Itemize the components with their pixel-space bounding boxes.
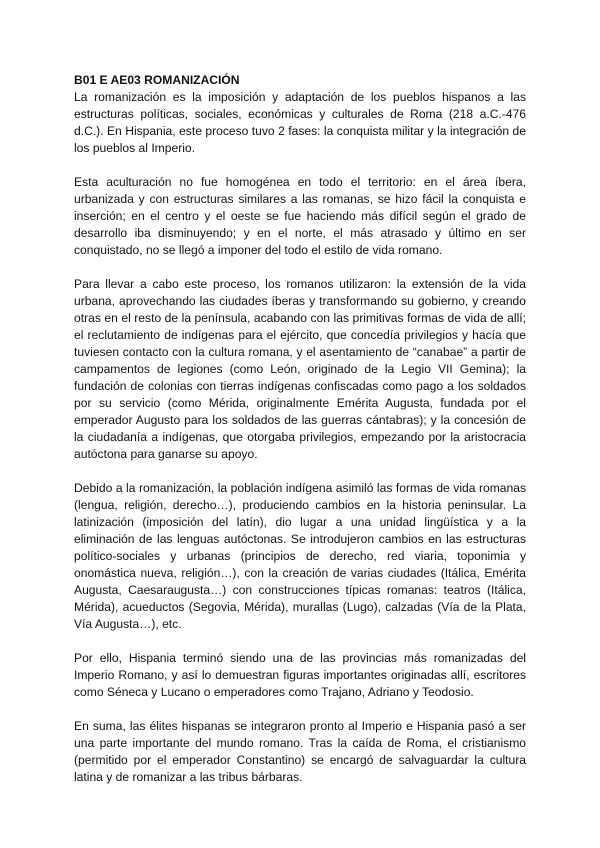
- document-heading: B01 E AE03 ROMANIZACIÓN: [74, 73, 240, 87]
- paragraph-methods: Para llevar a cabo este proceso, los romanos utilizaron: la extensión de la vida urbana, aprovechando las ciudades íberas y transformando su gobierno, y creando otras en el resto de la península, acabando con las primitivas formas de vida de allí; el reclutamiento de indígenas para el ejército, que concedía privilegios y hacía que tuviesen contacto con la cultura romana, y el asentamiento de “canabae” a partir de campamentos de legiones (como León, originado de la Legio VII Gemina); la fundación de colonias con tierras indígenas confiscadas como pago a los soldados por su servicio (como Mérida, originalmente Emérita Augusta, fundada por el emperador Augusto para los soldados de las guerras cántabras); y la concesión de la ciudadanía a indígenas, que otorgaba privilegios, empezando por la aristocracia autóctona para ganarse su apoyo.: [74, 277, 526, 461]
- paragraph-acculturation: Esta aculturación no fue homogénea en todo el territorio: en el área íbera, urbanizada y con estructuras similares a las romanas, se hizo fácil la conquista e inserción; en el centro y el oeste se fue haciendo más difícil según el grado de desarrollo iba disminuyendo; y en el norte, el más atrasado y último en ser conquistado, no se llegó a imponer del todo el estilo de vida romano.: [74, 175, 526, 257]
- paragraph-consequences: Debido a la romanización, la población indígena asimiló las formas de vida romanas (lengua, religión, derecho…), produciendo cambios en la historia peninsular. La latinización (imposición del latín), dio lugar a una unidad lingüística y a la eliminación de las lenguas autóctonas. Se introdujeron cambios en las estructuras político-sociales y urbanas (principios de derecho, red viaria, toponimia y onomástica nueva, religión…), con la creación de varias ciudades (Itálica, Emérita Augusta, Caesaraugusta…) con construcciones típicas romanas: teatros (Itálica, Mérida), acueductos (Segovia, Mérida), murallas (Lugo), calzadas (Vía de la Plata, Vía Augusta…), etc.: [74, 481, 526, 631]
- paragraph-definition: La romanización es la imposición y adaptación de los pueblos hispanos a las estructuras políticas, sociales, económicas y culturales de Roma (218 a.C.-476 d.C.). En Hispania, este proceso tuvo 2 fases: la conquista militar y la integración de los pueblos al Imperio.: [74, 90, 526, 155]
- document-page: [74, 72, 526, 803]
- paragraph-conclusion: En suma, las élites hispanas se integraron pronto al Imperio e Hispania pasó a ser una parte importante del mundo romano. Tras la caída de Roma, el cristianismo (permitido por el emperador Constantino) se encargó de salvaguardar la cultura latina y de romanizar a las tribus bárbaras.: [74, 719, 526, 784]
- paragraph-figures: Por ello, Hispania terminó siendo una de las provincias más romanizadas del Imperio Romano, y así lo demuestran figuras importantes originadas allí, escritores como Séneca y Lucano o emperadores como Trajano, Adriano y Teodosio.: [74, 651, 526, 699]
